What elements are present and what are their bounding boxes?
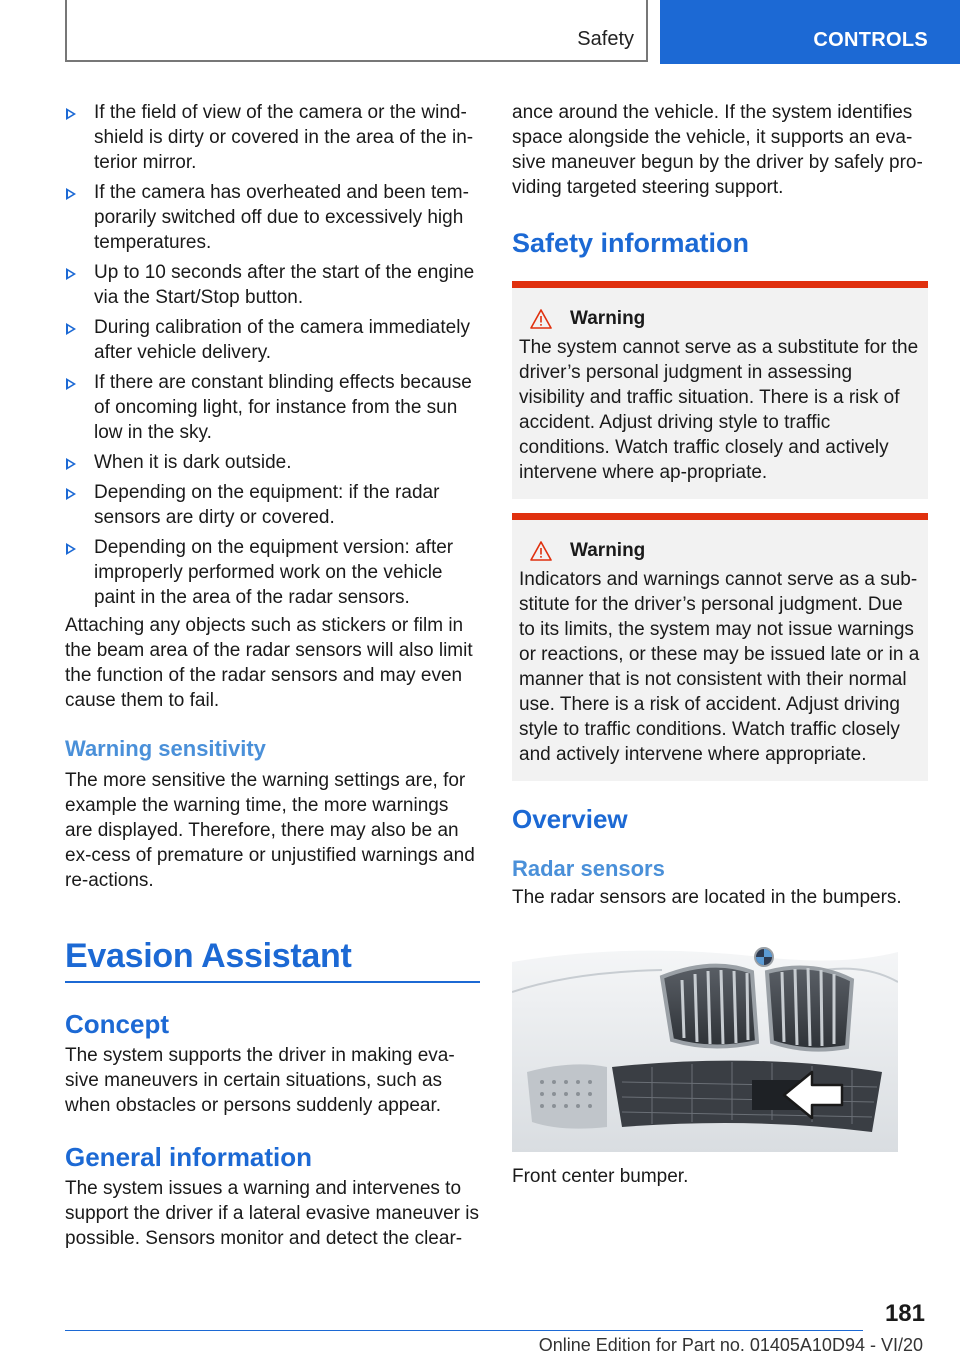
warning-sensitivity-paragraph: The more sensitive the warning settings are, for example the warning time, the more warnings are displayed. Therefore, there may also be an ex-cess of premature or unjustified warnings and re-actions.	[65, 770, 475, 891]
general-information-heading: General information	[65, 1142, 313, 1172]
heading-rule	[65, 981, 480, 983]
right-column	[512, 100, 928, 1189]
warning-title-row	[519, 540, 922, 562]
list-item: Depending on the equipment version: after improperly performed work on the vehicle paint in the area of the radar sensors.	[65, 535, 480, 610]
list-item: When it is dark outside.	[65, 450, 480, 475]
bullet-triangle-icon	[67, 543, 76, 555]
warning-sensitivity-heading: Warning sensitivity	[65, 736, 266, 761]
page-number: 181	[884, 1300, 925, 1327]
car-front-illustration	[512, 932, 898, 1152]
left-column	[65, 100, 480, 1251]
radar-sensors-paragraph: The radar sensors are located in the bumpers.	[512, 887, 902, 908]
header-section-box	[65, 0, 648, 62]
limitations-list	[65, 100, 480, 610]
bumper-photo	[512, 932, 898, 1152]
evasion-assistant-heading: Evasion Assistant	[65, 937, 352, 975]
list-item: Up to 10 seconds after the start of the engine via the Start/Stop button.	[65, 260, 480, 310]
list-item: Depending on the equipment: if the radar sensors are dirty or covered.	[65, 480, 480, 530]
footer-edition-text: Online Edition for Part no. 01405A10D94 - VI/20	[538, 1335, 923, 1355]
warning-box	[512, 513, 928, 781]
concept-heading: Concept	[65, 1009, 169, 1039]
overview-heading: Overview	[512, 804, 628, 834]
bullet-triangle-icon	[67, 323, 76, 335]
concept-paragraph: The system supports the driver in making eva-sive maneuvers in certain situations, such as when obstacles or persons suddenly appear.	[65, 1045, 455, 1116]
header-chapter-title: CONTROLS	[813, 29, 928, 51]
safety-information-heading: Safety information	[512, 228, 750, 258]
warning-text: The system cannot serve as a substitute for the driver’s personal judgment in assessing visibility and traffic situation. There is a risk of accident. Adjust driving style to traffic conditions. Watch traffic closely and actively intervene where ap-propriate.	[519, 337, 919, 483]
bullet-triangle-icon	[67, 188, 76, 200]
header-chapter-tab[interactable]	[660, 0, 960, 64]
warning-title: Warning	[570, 308, 646, 329]
bullet-triangle-icon	[67, 488, 76, 500]
bullet-triangle-icon	[67, 378, 76, 390]
list-item: If the camera has overheated and been tem-porarily switched off due to excessively high temperatures.	[65, 180, 480, 255]
bullet-triangle-icon	[67, 458, 76, 470]
image-caption: Front center bumper.	[512, 1166, 689, 1187]
continued-paragraph: ance around the vehicle. If the system identifies space alongside the vehicle, it supports an eva-sive maneuver begun by the driver by safely pro-viding targeted steering support.	[512, 102, 923, 198]
attaching-paragraph: Attaching any objects such as stickers or film in the beam area of the radar sensors will also limit the function of the radar sensors and may even cause them to fail.	[65, 615, 473, 711]
warning-box	[512, 281, 928, 499]
header-section-title: Safety	[577, 28, 634, 50]
radar-sensors-heading: Radar sensors	[512, 856, 665, 881]
list-item: If the field of view of the camera or the wind-shield is dirty or covered in the area of the in-terior mirror.	[65, 100, 480, 175]
bullet-triangle-icon	[67, 268, 76, 280]
list-item: If there are constant blinding effects because of oncoming light, for instance from the sun low in the sky.	[65, 370, 480, 445]
warning-text: Indicators and warnings cannot serve as a sub-stitute for the driver’s personal judgment. Due to its limits, the system may not issue warnings or reactions, or these may be issued late or in a manner that is not consistent with their normal use. There is a risk of accident. Adjust driving style to traffic conditions. Watch traffic closely and actively intervene where appropriate.	[519, 569, 920, 765]
warning-title: Warning	[570, 540, 646, 561]
warning-title-row	[519, 308, 922, 330]
warning-triangle-icon	[530, 309, 552, 329]
footer-rule	[65, 1330, 863, 1331]
bullet-triangle-icon	[67, 108, 76, 120]
general-information-paragraph: The system issues a warning and intervenes to support the driver if a lateral evasive maneuver is possible. Sensors monitor and detect the clear-	[65, 1178, 479, 1249]
list-item: During calibration of the camera immediately after vehicle delivery.	[65, 315, 480, 365]
warning-triangle-icon	[530, 541, 552, 561]
